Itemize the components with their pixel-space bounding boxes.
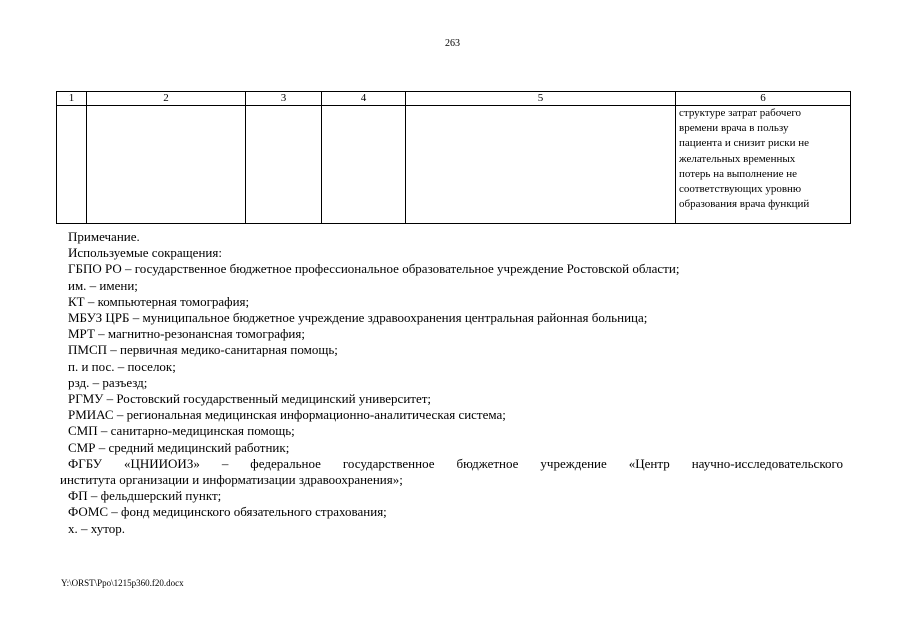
- abbreviations-note: [60, 229, 843, 537]
- column-header-6: 6: [676, 92, 851, 106]
- cell-line: пациента и снизит риски не: [679, 137, 809, 150]
- cell-line: желательных временных: [679, 152, 796, 165]
- table-header-row: [57, 92, 851, 106]
- abbreviation-item-fgbu: ФГБУ «ЦНИИОИЗ» – федеральное государственное бюджетное учреждение «Центр научно-исследовательского: [68, 455, 843, 471]
- abbreviation-item: МРТ – магнитно-резонансная томография;: [68, 326, 305, 342]
- note-heading: Примечание.: [68, 229, 140, 244]
- cell-line: соответствующих уровню: [679, 183, 802, 196]
- cell-line: образования врача функций: [679, 198, 810, 211]
- page-number: 263: [445, 38, 460, 49]
- abbreviation-item: х. – хутор.: [68, 520, 126, 536]
- abbreviation-item: ФП – фельдшерский пункт;: [68, 488, 222, 504]
- abbreviation-item: им. – имени;: [68, 277, 138, 293]
- cell-line: времени врача в пользу: [679, 122, 789, 135]
- column-header-5: 5: [406, 92, 676, 106]
- cell-line: структуре затрат рабочего: [679, 107, 802, 119]
- column-header-1: 1: [57, 92, 87, 106]
- data-table: [56, 91, 851, 224]
- cell-line: потерь на выполнение не: [679, 167, 797, 180]
- abbreviation-item: ФОМС – фонд медицинского обязательного страхования;: [68, 504, 387, 520]
- abbreviation-item: РМИАС – региональная медицинская информационно-аналитическая система;: [68, 407, 506, 423]
- abbreviation-item: СМР – средний медицинский работник;: [68, 439, 290, 455]
- note-subheading: Используемые сокращения:: [68, 245, 222, 261]
- table-cell-col1: [57, 106, 87, 224]
- abbreviation-item: рзд. – разъезд;: [68, 374, 148, 390]
- abbreviation-item: ПМСП – первичная медико-санитарная помощь;: [68, 342, 338, 358]
- table-cell-col6: [676, 106, 851, 224]
- abbreviation-item: ГБПО РО – государственное бюджетное профессиональное образовательное учреждение Ростовской области;: [68, 261, 680, 277]
- abbreviation-item: КТ – компьютерная томография;: [68, 293, 250, 309]
- column-header-4: 4: [322, 92, 406, 106]
- table-cell-col5: [406, 106, 676, 224]
- table-row: [57, 106, 851, 224]
- table-cell-col3: [246, 106, 322, 224]
- abbreviation-item: МБУЗ ЦРБ – муниципальное бюджетное учреждение здравоохранения центральная районная больница;: [68, 310, 648, 326]
- table-cell-col4: [322, 106, 406, 224]
- abbreviation-item: РГМУ – Ростовский государственный медицинский университет;: [68, 391, 432, 407]
- column-header-2: 2: [87, 92, 246, 106]
- abbreviation-item: п. и пос. – поселок;: [68, 358, 176, 374]
- footer-file-path: Y:\ORST\Ppo\1215p360.f20.docx: [61, 578, 184, 588]
- abbreviation-item-fgbu-continuation: института организации и информатизации здравоохранения»;: [60, 472, 403, 488]
- abbreviation-item: СМП – санитарно-медицинская помощь;: [68, 423, 295, 439]
- column-header-3: 3: [246, 92, 322, 106]
- table-cell-col2: [87, 106, 246, 224]
